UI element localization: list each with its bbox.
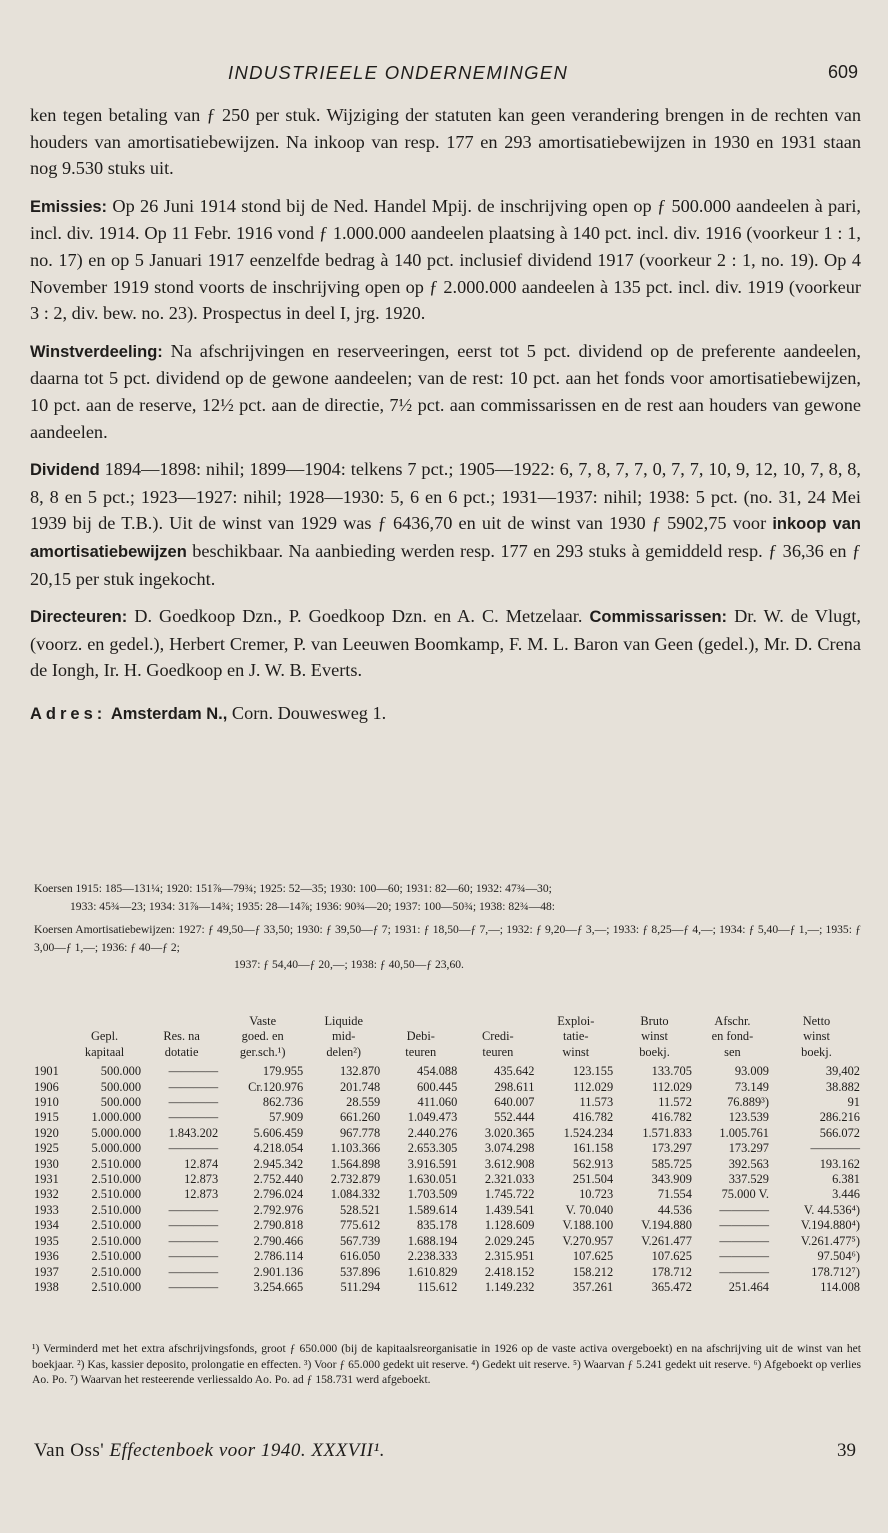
table-cell: 1.084.332: [330, 1187, 381, 1202]
page-header: [0, 62, 888, 86]
table-header-line: Debi-: [406, 1029, 435, 1044]
winstverdeeling-paragraph: [30, 338, 861, 445]
commissarissen-text: Dr. W. de Vlugt, (voorz. en gedel.), Herbert Cremer, P. van Leeuwen Boomkamp, F. M. L. Baron van Geen (gedel.), Mr. D. Crena de Iongh, Ir. H. Goedkoop en J. W. B. Everts.: [30, 606, 862, 681]
table-cell: 1.703.509: [407, 1187, 458, 1202]
table-cell: 11.572: [658, 1095, 692, 1110]
table-cell: 1.745.722: [484, 1187, 535, 1202]
table-cell: 12.874: [184, 1156, 219, 1171]
table-cell: 57.909: [269, 1110, 304, 1125]
table-header-line: winst: [803, 1029, 830, 1044]
dividend-text: 1894—1898: nihil; 1899—1904: telkens 7 pct.; 1905—1922: 6, 7, 8, 7, 7, 0, 7, 7, 10, 9, 12, 10, 7, 8, 8, 8, 8 en 5 pct.; 1923—1927: nihil; 1928—1930: 5, 6 en 6 pct.; 1931—1937: nihil; 1938: 5 pct. (no. 31, 24 Mei 1939 bij de T.B.). Uit de winst van 1929 was ƒ 6436,70 en uit de winst van 1930 ƒ 5902,75 voor: [30, 459, 861, 534]
table-header-cell: [771, 1014, 862, 1064]
table-row: [32, 1249, 862, 1264]
table-cell: 73.149: [734, 1079, 769, 1094]
table-cell: 5.000.000: [91, 1141, 142, 1156]
table-cell: 640.007: [494, 1095, 535, 1110]
footer-page-number: 39: [837, 1440, 856, 1461]
directeuren-label: Directeuren:: [30, 608, 128, 627]
table-cell: 2.790.818: [253, 1218, 304, 1233]
table-cell: 357.261: [572, 1279, 614, 1294]
table-row: [32, 1080, 862, 1095]
table-cell: ————: [168, 1141, 219, 1156]
table-cell: 537.896: [339, 1264, 381, 1279]
table-cell: 75.000 V.: [721, 1187, 769, 1202]
table-cell-year: 1936: [34, 1249, 59, 1264]
koersen-line-2: 1933: 45¾—23; 1934: 31⅞—14¾; 1935: 28—14⅞; 1936: 90¾—20; 1937: 100—50¾; 1938: 82¾—48:: [70, 899, 556, 913]
table-cell-year: 1934: [34, 1218, 59, 1233]
table-cell: ————: [719, 1202, 769, 1217]
table-cell: 2.418.152: [484, 1264, 535, 1279]
table-cell: ————: [810, 1141, 860, 1156]
table-cell: 12.873: [184, 1172, 219, 1187]
table-header-row: [32, 1014, 862, 1064]
table-row: [32, 1234, 862, 1249]
table-cell: 298.611: [494, 1079, 535, 1094]
table-header-line: Vaste: [249, 1014, 277, 1028]
table-row: [32, 1280, 862, 1295]
table-cell-year: 1932: [34, 1187, 59, 1202]
table-row: [32, 1172, 862, 1187]
adres-city: Amsterdam N.,: [110, 704, 228, 723]
table-cell: 862.736: [262, 1095, 304, 1110]
table-cell-year: 1931: [34, 1172, 59, 1187]
table-cell: 392.563: [728, 1156, 769, 1171]
table-cell: 1.610.829: [407, 1264, 458, 1279]
table-cell: 3.074.298: [484, 1141, 535, 1156]
table-cell: 2.510.000: [91, 1172, 142, 1187]
table-row: [32, 1157, 862, 1172]
table-cell-year: 1906: [34, 1079, 59, 1094]
table-cell: 2.029.245: [484, 1233, 535, 1248]
table-cell: 6.381: [832, 1172, 860, 1187]
table-row: [32, 1126, 862, 1141]
table-cell: 132.870: [339, 1064, 381, 1079]
table-cell-year: 1938: [34, 1279, 59, 1294]
table-cell: ————: [719, 1218, 769, 1233]
table-cell: 2.786.114: [254, 1249, 304, 1264]
footer-volume: XXXVII¹.: [311, 1440, 385, 1461]
table-cell-year: 1901: [34, 1064, 59, 1079]
koersen-amort-paragraph: [34, 921, 861, 974]
footnotes: ¹) Verminderd met het extra afschrijvingsfonds, groot ƒ 650.000 (bij de kapitaalsreorganisatie in 1926 op de vaste activa overgeboekt) en na afschrijving uit de winst van het boekjaar. ²) Kas, kassier deposito, prolongatie en effecten. ³) Voor ƒ 65.000 gedekt uit reserve. ⁴) Gedekt uit reserve. ⁵) Waarvan ƒ 5.241 gedekt uit reserve. ⁶) Afgeboekt op verlies Ao. Po. ⁷) Waarvan het resteerende verliessaldo Ao. Po. ad ƒ 158.731 werd afgeboekt.: [32, 1342, 861, 1387]
table-cell: 500.000: [100, 1095, 142, 1110]
table-cell: 2.315.951: [484, 1249, 535, 1264]
table-cell: 39,402: [825, 1064, 860, 1079]
table-cell: ————: [168, 1202, 219, 1217]
table-cell: ————: [719, 1249, 769, 1264]
table-header-line: winst: [562, 1044, 590, 1059]
table-cell: 1.524.234: [563, 1125, 614, 1140]
table-cell: 91: [847, 1095, 860, 1110]
table-cell: 2.510.000: [91, 1249, 142, 1264]
table-cell: 343.909: [651, 1172, 692, 1187]
table-row: [32, 1203, 862, 1218]
table-cell: 500.000: [100, 1079, 142, 1094]
table-cell: 454.088: [417, 1064, 458, 1079]
table-cell: ————: [168, 1264, 219, 1279]
table-cell: 161.158: [572, 1141, 614, 1156]
table-cell: 4.218.054: [253, 1141, 304, 1156]
table-cell: ————: [168, 1064, 219, 1079]
table-cell: 416.782: [572, 1110, 614, 1125]
table-cell: V.261.477⁵): [800, 1233, 860, 1248]
table-header-cell: [382, 1014, 459, 1064]
table-cell: V.261.477: [641, 1233, 692, 1248]
table-cell: 1.439.541: [484, 1202, 535, 1217]
table-header-cell: [66, 1014, 143, 1064]
table-cell: 201.748: [339, 1079, 381, 1094]
table-header-line: winst: [641, 1029, 668, 1044]
table-cell: 178.712: [651, 1264, 692, 1279]
table-cell: 1.049.473: [407, 1110, 458, 1125]
body-text: [30, 102, 861, 738]
table-cell: V.270.957: [562, 1233, 614, 1248]
table-cell: 3.020.365: [484, 1125, 535, 1140]
table-cell: 552.444: [494, 1110, 535, 1125]
table-cell: 1.589.614: [407, 1202, 458, 1217]
table-header-line: Gepl.: [90, 1029, 119, 1044]
table-cell: 3.916.591: [407, 1156, 458, 1171]
table-cell: 2.321.033: [484, 1172, 535, 1187]
table-cell: 2.510.000: [91, 1218, 142, 1233]
table-header-year: [32, 1014, 66, 1064]
table-cell: V.194.880: [641, 1218, 692, 1233]
table-header-line: Res. na: [163, 1029, 200, 1044]
emissies-text: Op 26 Juni 1914 stond bij de Ned. Handel Mpij. de inschrijving open op ƒ 500.000 aandeelen à pari, incl. div. 1914. Op 11 Febr. 1916 vond ƒ 1.000.000 aandeelen plaatsing à 140 pct. incl. div. 1916 (voorkeur 1 : 1, no. 17) en op 5 Januari 1917 eenzelfde bedrag à 140 pct. inclusief dividend 1917 (voorkeur 2 : 1, no. 19). Op 4 November 1919 stond voorts de inschrijving open op ƒ 2.000.000 aandeelen à 135 pct. incl. div. 1919 (voorkeur 3 : 2, div. bew. no. 23). Prospectus in deel I, jrg. 1920.: [30, 195, 861, 324]
page-footer: [34, 1440, 856, 1470]
table-header-cell: [459, 1014, 536, 1064]
table-cell: 2.510.000: [91, 1233, 142, 1248]
table-cell: 173.297: [728, 1141, 769, 1156]
table-cell: 107.625: [651, 1249, 692, 1264]
adres-street: Corn. Douwesweg 1.: [231, 702, 387, 723]
table-header-line: Bruto: [640, 1014, 669, 1028]
table-cell: 1.103.366: [330, 1141, 381, 1156]
table-header-line: Credi-: [482, 1029, 514, 1044]
table-cell: 562.913: [572, 1156, 614, 1171]
dividend-label: Dividend: [30, 461, 100, 480]
table-cell: 133.705: [651, 1064, 692, 1079]
table-header-line: delen²): [326, 1044, 362, 1059]
koersen-block: [34, 880, 861, 980]
table-cell: 179.955: [262, 1064, 304, 1079]
running-title: INDUSTRIEELE ONDERNEMINGEN: [228, 62, 569, 83]
table-cell: 2.238.333: [407, 1249, 458, 1264]
table-cell: 1.571.833: [642, 1125, 692, 1140]
table-cell: 2.510.000: [91, 1156, 142, 1171]
table-cell: 511.294: [340, 1279, 381, 1294]
table-cell: 2.792.976: [253, 1202, 304, 1217]
emissies-paragraph: [30, 193, 861, 327]
table-cell: 1.564.898: [330, 1156, 381, 1171]
table-header-line: teuren: [482, 1044, 514, 1059]
table-row: [32, 1064, 862, 1079]
table-cell: 1.005.761: [719, 1125, 769, 1140]
table-cell: 2.510.000: [91, 1187, 142, 1202]
table-cell: ————: [168, 1110, 219, 1125]
table-cell: 616.050: [339, 1249, 381, 1264]
table-cell: V. 70.040: [565, 1202, 614, 1217]
table-cell: 5.000.000: [91, 1125, 142, 1140]
table-cell: 967.778: [339, 1125, 381, 1140]
table-cell: 600.445: [417, 1079, 458, 1094]
table-header-cell: [615, 1014, 694, 1064]
table-cell: ————: [168, 1279, 219, 1294]
table-cell-year: 1930: [34, 1156, 59, 1171]
footer-publisher: Van Oss': [34, 1440, 105, 1461]
table-cell: V. 44.536⁴): [803, 1202, 860, 1217]
table-cell: 286.216: [819, 1110, 860, 1125]
table-cell: ————: [168, 1095, 219, 1110]
table-cell: 123.155: [572, 1064, 614, 1079]
table-cell: 114.008: [820, 1279, 860, 1294]
winstverdeeling-label: Winstverdeeling:: [30, 342, 163, 361]
table-cell: 2.796.024: [253, 1187, 304, 1202]
table-cell: 365.472: [651, 1279, 692, 1294]
table-cell: V.194.880⁴): [800, 1218, 860, 1233]
table-cell: 775.612: [339, 1218, 381, 1233]
table-header-line: [144, 1014, 219, 1029]
table-cell: 251.464: [728, 1279, 769, 1294]
table-cell: Cr.120.976: [248, 1079, 304, 1094]
table-cell-year: 1925: [34, 1141, 59, 1156]
table-cell: 500.000: [100, 1064, 142, 1079]
table-header-line: goed. en: [241, 1029, 284, 1044]
table-cell-year: 1920: [34, 1125, 59, 1140]
table-cell: 2.510.000: [91, 1264, 142, 1279]
table-header-line: Afschr.: [714, 1014, 751, 1028]
winstverdeeling-text: Na afschrijvingen en reserveeringen, eerst tot 5 pct. dividend op de preferente aandeelen, daarna tot 5 pct. dividend op de gewone aandeelen; van de rest: 10 pct. aan het fonds voor amortisatiebewijzen, 10 pct. aan de reserve, 12½ pct. aan de directie, 7½ pct. aan commissarissen en de rest aan houders van gewone aandeelen.: [30, 340, 862, 442]
table-cell: 2.901.136: [253, 1264, 304, 1279]
table-cell: ————: [168, 1218, 219, 1233]
table-cell: 5.606.459: [253, 1125, 304, 1140]
table-header-line: ger.sch.¹): [239, 1044, 286, 1059]
table-cell: ————: [719, 1264, 769, 1279]
table-cell: 1.843.202: [168, 1125, 219, 1140]
table-header-cell: [305, 1014, 382, 1064]
table-cell: 12.873: [184, 1187, 219, 1202]
table-cell: 567.739: [339, 1233, 381, 1248]
table-cell: 661.260: [339, 1110, 381, 1125]
table-cell: ————: [719, 1233, 769, 1248]
table-cell: 2.510.000: [91, 1279, 142, 1294]
table-cell: 416.782: [651, 1110, 692, 1125]
table-cell: 337.529: [728, 1172, 769, 1187]
table-cell: 2.653.305: [407, 1141, 458, 1156]
table-cell-year: 1910: [34, 1095, 59, 1110]
financial-table-head: [32, 1014, 862, 1064]
table-cell: 835.178: [417, 1218, 458, 1233]
table-header-line: en fond-: [711, 1029, 754, 1044]
table-header-line: tatie-: [563, 1029, 589, 1044]
table-cell: 528.521: [339, 1202, 381, 1217]
table-cell-year: 1915: [34, 1110, 59, 1125]
footer-title: Effectenboek voor 1940.: [109, 1440, 307, 1461]
table-cell: 1.000.000: [91, 1110, 142, 1125]
page-number: 609: [827, 62, 858, 82]
table-header-line: Exploi-: [557, 1014, 595, 1028]
table-header-line: mid-: [332, 1029, 356, 1044]
emissies-label: Emissies:: [30, 197, 108, 216]
table-cell: 251.504: [572, 1172, 614, 1187]
table-header-line: [383, 1014, 458, 1029]
table-cell: 112.029: [652, 1079, 692, 1094]
table-cell: 435.642: [494, 1064, 535, 1079]
table-cell: 115.612: [417, 1279, 458, 1294]
table-cell: 44.536: [657, 1202, 692, 1217]
koersen-amort-line-1: Koersen Amortisatiebewijzen: 1927: ƒ 49,50—ƒ 33,50; 1930: ƒ 39,50—ƒ 7; 1931: ƒ 18,50—ƒ 7,—;: [34, 923, 504, 936]
table-cell: 2.790.466: [253, 1233, 304, 1248]
table-header-line: Liquide: [324, 1014, 363, 1028]
table-cell-year: 1933: [34, 1202, 59, 1217]
table-header-line: boekj.: [801, 1044, 832, 1059]
table-cell: 93.009: [734, 1064, 769, 1079]
table-cell: 2.732.879: [330, 1172, 381, 1187]
table-cell: 38.882: [825, 1079, 860, 1094]
koersen-amort-line-3: 1937: ƒ 54,40—ƒ 20,—; 1938: ƒ 40,50—ƒ 23,60.: [234, 958, 464, 971]
table-cell: ————: [168, 1079, 219, 1094]
commissarissen-label: Commissarissen:: [589, 608, 728, 627]
table-cell: 2.945.342: [253, 1156, 304, 1171]
table-cell: 1.149.232: [484, 1279, 535, 1294]
table-row: [32, 1110, 862, 1125]
table-row: [32, 1141, 862, 1156]
table-header-line: Netto: [802, 1014, 831, 1028]
table-cell: 3.446: [832, 1187, 860, 1202]
table-cell: 1.688.194: [407, 1233, 458, 1248]
table-header-line: sen: [724, 1044, 741, 1059]
table-cell: 566.072: [819, 1125, 860, 1140]
table-cell: 76.889³): [727, 1095, 769, 1110]
table-header-line: [67, 1014, 142, 1029]
table-header-cell: [536, 1014, 615, 1064]
dividend-paragraph: [30, 456, 861, 592]
table-cell: 2.510.000: [91, 1202, 142, 1217]
koersen-line-1: Koersen 1915: 185—131¼; 1920: 151⅞—79¾; 1925: 52—35; 1930: 100—60; 1931: 82—60; 1932: 47¾—30;: [34, 882, 552, 895]
dividend-bold-term: inkoop van amortisatiebewijzen: [30, 515, 861, 561]
table-header-line: kapitaal: [84, 1044, 125, 1059]
adres-label: Adres:: [30, 704, 107, 723]
table-cell: 1.630.051: [407, 1172, 458, 1187]
footer-citation: [34, 1440, 385, 1462]
table-cell: 2.752.440: [253, 1172, 304, 1187]
table-cell: 97.504⁶): [817, 1249, 860, 1264]
koersen-amort-line-2: 1932: ƒ 9,20—ƒ 3,—; 1933: ƒ 8,25—ƒ 4,—; 1934: ƒ 5,40—ƒ 1,—; 1935: ƒ 3,00—ƒ 1,—; 1936: ƒ 40—ƒ 2;: [34, 923, 862, 954]
directeuren-text: D. Goedkoop Dzn., P. Goedkoop Dzn. en A. C. Metzelaar.: [134, 606, 583, 627]
table-cell: 10.723: [579, 1187, 614, 1202]
financial-table: [32, 1014, 862, 1295]
table-cell-year: 1937: [34, 1264, 59, 1279]
table-cell: 1.128.609: [484, 1218, 535, 1233]
table-row: [32, 1187, 862, 1202]
table-header-line: dotatie: [164, 1044, 199, 1059]
table-cell: 123.539: [728, 1110, 769, 1125]
table-row: [32, 1095, 862, 1110]
table-cell: 2.440.276: [407, 1125, 458, 1140]
table-row: [32, 1218, 862, 1233]
table-cell: 28.559: [346, 1095, 381, 1110]
table-cell: 11.573: [579, 1095, 614, 1110]
table-cell-year: 1935: [34, 1233, 59, 1248]
table-cell: 193.162: [819, 1156, 860, 1171]
table-cell: 173.297: [651, 1141, 692, 1156]
table-header-cell: [220, 1014, 305, 1064]
table-row: [32, 1265, 862, 1280]
table-header-cell: [143, 1014, 220, 1064]
table-cell: 585.725: [651, 1156, 692, 1171]
table-cell: ————: [168, 1249, 219, 1264]
dividend-text-after: beschikbaar. Na aanbieding werden resp. 177 en 293 stuks à gemiddeld resp. ƒ 36,36 en ƒ 20,15 per stuk ingekocht.: [30, 540, 861, 589]
table-header-line: [460, 1014, 535, 1029]
table-cell: 71.554: [657, 1187, 692, 1202]
table-header-cell: [694, 1014, 771, 1064]
table-header-line: boekj.: [639, 1044, 670, 1059]
table-cell: V.188.100: [562, 1218, 614, 1233]
intro-paragraph: ken tegen betaling van ƒ 250 per stuk. Wijziging der statuten kan geen verandering brengen in de rechten van houders van amortisatiebewijzen. Na inkoop van resp. 177 en 293 amortisatiebewijzen in 1930 en 1931 staan nog 9.530 stuks uit.: [30, 105, 861, 179]
table-header-line: teuren: [405, 1044, 437, 1059]
table-cell: 158.212: [572, 1264, 614, 1279]
table-cell: 3.254.665: [253, 1279, 304, 1294]
financial-table-body: [32, 1064, 862, 1295]
directeuren-paragraph: [30, 603, 861, 684]
table-cell: 107.625: [572, 1249, 614, 1264]
koersen-paragraph: [34, 880, 861, 915]
table-cell: 112.029: [573, 1079, 614, 1094]
table-cell: 411.060: [417, 1095, 458, 1110]
table-cell: ————: [168, 1233, 219, 1248]
adres-paragraph: [30, 700, 861, 728]
table-cell: 178.712⁷): [811, 1264, 860, 1279]
table-cell: 3.612.908: [484, 1156, 535, 1171]
